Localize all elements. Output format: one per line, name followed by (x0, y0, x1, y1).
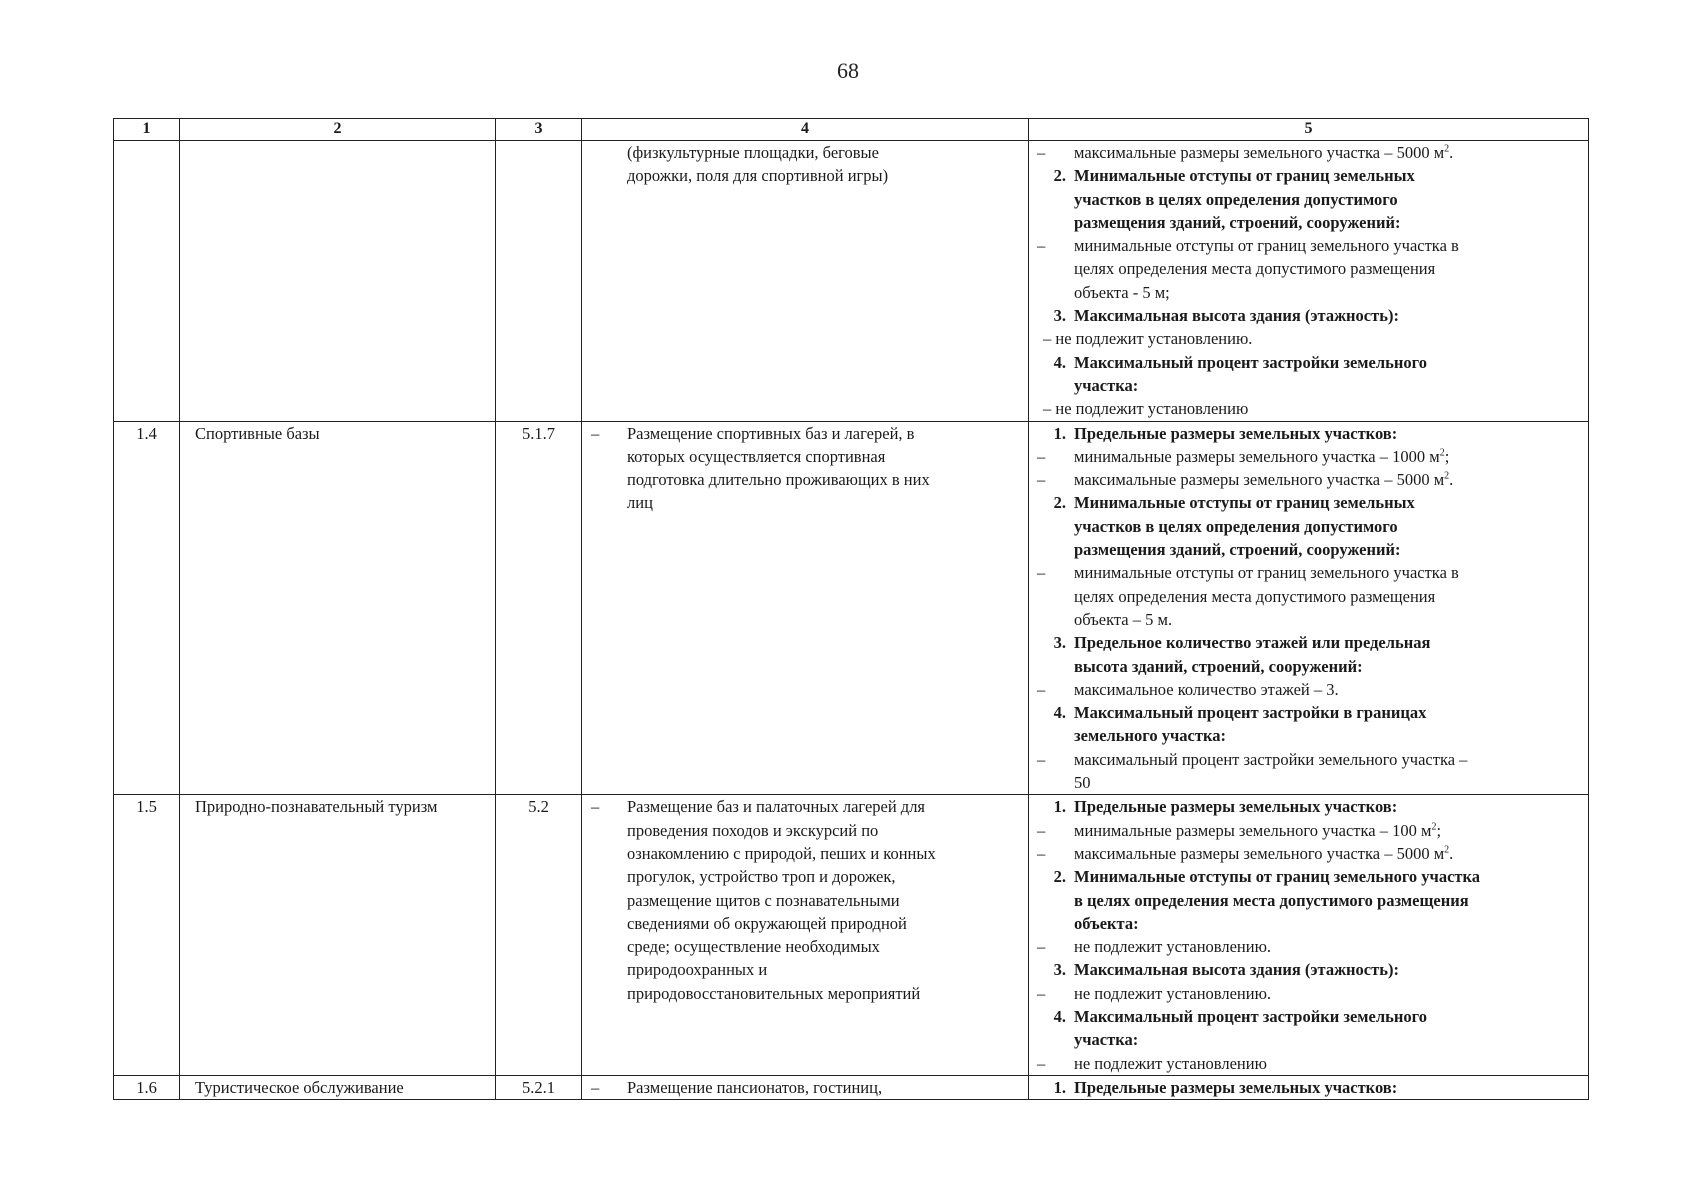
parameters-cell (1029, 141, 1589, 422)
unit-superscript: 2 (1444, 470, 1450, 482)
item-line: объекта – 5 м. (1074, 609, 1173, 629)
parameter-item (1029, 445, 1578, 468)
parameter-number: 4. (1053, 703, 1066, 723)
item-line: минимальные отступы от границ земельного участка в (1074, 236, 1459, 256)
heading-line: Максимальный процент застройки земельного (1074, 1006, 1427, 1026)
row-number: 1.6 (114, 1075, 180, 1099)
heading-line: размещения зданий, строений, сооружений: (1074, 212, 1401, 232)
heading-line: Минимальные отступы от границ земельного участка (1074, 867, 1481, 887)
description-line (582, 491, 1014, 514)
heading-line: участка: (1074, 375, 1139, 395)
parameter-heading (1029, 422, 1578, 445)
use-name: Спортивные базы (180, 421, 496, 795)
parameter-heading (1029, 1005, 1578, 1052)
parameter-note: – не подлежит установлению (1043, 399, 1249, 419)
description-text: которых осуществляется спортивная (627, 446, 886, 466)
dash-marker: – (1037, 1053, 1046, 1073)
parameter-heading-text (1074, 631, 1578, 678)
description-line (582, 865, 1014, 888)
heading-line: участков в целях определения допустимого (1074, 516, 1398, 536)
heading-line: Минимальные отступы от границ земельных (1074, 493, 1415, 513)
parameter-item-text (1074, 141, 1578, 164)
parameters-cell (1029, 1075, 1589, 1099)
parameter-heading (1029, 631, 1578, 678)
item-line: максимальное количество этажей – 3. (1074, 679, 1339, 699)
parameter-heading (1029, 1076, 1578, 1099)
header-row (114, 119, 1589, 141)
page-number: 68 (837, 58, 859, 83)
parameter-heading (1029, 701, 1578, 748)
dash-marker: – (1037, 749, 1046, 769)
description-line (582, 1076, 1014, 1099)
description-text: подготовка длительно проживающих в них (627, 470, 930, 490)
parameter-heading-text (1074, 304, 1578, 327)
dash-marker: – (1037, 820, 1046, 840)
table-row (114, 1075, 1589, 1099)
parameter-heading-text (1074, 422, 1578, 445)
item-text: минимальные размеры земельного участка – 100 м (1074, 820, 1432, 840)
item-line: целях определения места допустимого размещения (1074, 259, 1436, 279)
description-text: прогулок, устройство троп и дорожек, (627, 867, 896, 887)
item-text: максимальные размеры земельного участка – 5000 м (1074, 843, 1445, 863)
item-text: максимальные размеры земельного участка – 5000 м (1074, 470, 1445, 490)
unit-superscript: 2 (1444, 143, 1450, 155)
description-text: Размещение спортивных баз и лагерей, в (627, 423, 915, 443)
heading-line: Максимальный процент застройки земельного (1074, 352, 1427, 372)
parameter-item (1029, 935, 1578, 958)
description-text: (физкультурные площадки, беговые (627, 143, 879, 162)
heading-line: Минимальные отступы от границ земельных (1074, 166, 1415, 186)
parameter-item-text (1074, 819, 1578, 842)
parameter-item-text (1074, 234, 1578, 304)
use-code: 5.1.7 (496, 421, 582, 795)
description-line (582, 795, 1014, 818)
item-line: максимальный процент застройки земельного участка – (1074, 749, 1468, 769)
header-cell: 3 (496, 119, 582, 141)
parameters-cell (1029, 421, 1589, 795)
heading-line: высота зданий, строений, сооружений: (1074, 656, 1363, 676)
parameter-number: 3. (1053, 633, 1066, 653)
parameter-heading-text (1074, 491, 1578, 561)
heading-line: Максимальная высота здания (этажность): (1074, 960, 1399, 980)
parameter-item (1029, 141, 1578, 164)
parameters-cell (1029, 795, 1589, 1076)
parameter-heading (1029, 958, 1578, 981)
parameter-item (1029, 234, 1578, 304)
description-line (582, 819, 1014, 842)
item-tail: . (1449, 843, 1454, 863)
use-description (582, 421, 1029, 795)
dash-marker: – (1037, 679, 1046, 699)
parameter-number: 2. (1053, 493, 1066, 513)
parameter-item-text (1074, 1052, 1578, 1075)
parameter-number: 1. (1053, 797, 1066, 817)
description-text: природоохранных и (627, 960, 768, 980)
unit-superscript: 2 (1444, 844, 1450, 856)
item-line: минимальные отступы от границ земельного участка в (1074, 563, 1459, 583)
description-text: Размещение баз и палаточных лагерей для (627, 797, 926, 817)
unit-superscript: 2 (1439, 447, 1445, 459)
parameter-number: 2. (1053, 166, 1066, 186)
parameter-item-text (1074, 748, 1578, 795)
description-line (582, 912, 1014, 935)
heading-line: объекта: (1074, 913, 1139, 933)
item-tail: . (1449, 143, 1454, 162)
use-description (582, 1075, 1029, 1099)
dash-marker: – (591, 797, 600, 817)
description-line (582, 889, 1014, 912)
parameter-number: 4. (1053, 1006, 1066, 1026)
header-cell: 4 (582, 119, 1029, 141)
dash-marker: – (1037, 983, 1046, 1003)
heading-line: Предельное количество этажей или предельная (1074, 633, 1431, 653)
use-name: Туристическое обслуживание (180, 1075, 496, 1099)
description-line (582, 445, 1014, 468)
parameter-item (1029, 748, 1578, 795)
description-line (582, 982, 1014, 1005)
item-line: 50 (1074, 773, 1091, 793)
table-row (114, 141, 1589, 422)
heading-line: Предельные размеры земельных участков: (1074, 423, 1398, 443)
parameter-item (1029, 468, 1578, 491)
item-line: объекта - 5 м; (1074, 282, 1170, 302)
item-text: минимальные размеры земельного участка – 1000 м (1074, 446, 1440, 466)
description-text: проведения походов и экскурсий по (627, 820, 879, 840)
description-text: ознакомлению с природой, пеших и конных (627, 843, 936, 863)
header-cell: 5 (1029, 119, 1589, 141)
parameter-item-text (1074, 842, 1578, 865)
dash-marker: – (591, 1077, 600, 1097)
parameter-item-text (1074, 561, 1578, 631)
parameter-number: 4. (1053, 352, 1066, 372)
parameter-item-text (1074, 445, 1578, 468)
parameter-item-text (1074, 935, 1578, 958)
parameter-heading (1029, 351, 1578, 398)
heading-line: земельного участка: (1074, 726, 1226, 746)
parameter-heading (1029, 491, 1578, 561)
parameter-item (1029, 678, 1578, 701)
parameter-item (1029, 1052, 1578, 1075)
parameter-note: – не подлежит установлению. (1043, 329, 1253, 349)
parameter-heading-text (1074, 701, 1578, 748)
description-text: Размещение пансионатов, гостиниц, (627, 1077, 883, 1097)
parameter-item (1029, 819, 1578, 842)
parameter-heading-text (1074, 351, 1578, 398)
description-line (582, 935, 1014, 958)
heading-line: участков в целях определения допустимого (1074, 189, 1398, 209)
parameter-heading-text (1074, 1005, 1578, 1052)
parameter-heading-text (1074, 865, 1578, 935)
dash-marker: – (1037, 236, 1046, 256)
item-tail: ; (1436, 820, 1442, 840)
table-row (114, 421, 1589, 795)
item-tail: . (1449, 470, 1454, 490)
use-code: 5.2.1 (496, 1075, 582, 1099)
parameter-item (1029, 842, 1578, 865)
description-line (582, 958, 1014, 981)
parameter-heading (1029, 304, 1578, 327)
description-text: дорожки, поля для спортивной игры) (627, 166, 889, 186)
parameter-number: 1. (1053, 423, 1066, 443)
parameter-heading (1029, 164, 1578, 234)
parameter-heading-text (1074, 958, 1578, 981)
parameter-item-text (1074, 468, 1578, 491)
parameter-item-text (1074, 982, 1578, 1005)
use-code (496, 141, 582, 422)
dash-marker: – (1037, 143, 1046, 162)
heading-line: Максимальная высота здания (этажность): (1074, 306, 1399, 326)
heading-line: размещения зданий, строений, сооружений: (1074, 540, 1401, 560)
parameter-heading-text (1074, 164, 1578, 234)
item-line: не подлежит установлению. (1074, 983, 1272, 1003)
use-description (582, 141, 1029, 422)
dash-marker: – (591, 423, 600, 443)
table-body (114, 141, 1589, 1100)
description-line (582, 468, 1014, 491)
dash-marker: – (1037, 937, 1046, 957)
dash-marker: – (1037, 563, 1046, 583)
use-description (582, 795, 1029, 1076)
item-text: максимальные размеры земельного участка – 5000 м (1074, 143, 1445, 162)
description-text: природовосстановительных мероприятий (627, 983, 921, 1003)
use-name (180, 141, 496, 422)
parameter-heading (1029, 795, 1578, 818)
parameter-item (1029, 561, 1578, 631)
parameter-number: 3. (1053, 306, 1066, 326)
item-tail: ; (1444, 446, 1450, 466)
row-number: 1.5 (114, 795, 180, 1076)
parameter-number: 3. (1053, 960, 1066, 980)
description-text: сведениями об окружающей природной (627, 913, 907, 933)
description-text: среде; осуществление необходимых (627, 937, 880, 957)
heading-line: в целях определения места допустимого размещения (1074, 890, 1469, 910)
parameter-heading-text (1074, 1076, 1578, 1099)
parameter-heading-text (1074, 795, 1578, 818)
header-cell: 1 (114, 119, 180, 141)
heading-line: Предельные размеры земельных участков: (1074, 1077, 1398, 1097)
parameter-number: 1. (1053, 1077, 1066, 1097)
item-line: не подлежит установлению (1074, 1053, 1267, 1073)
heading-line: Предельные размеры земельных участков: (1074, 797, 1398, 817)
description-line (582, 842, 1014, 865)
heading-line: Максимальный процент застройки в границах (1074, 703, 1427, 723)
parameter-number: 2. (1053, 867, 1066, 887)
use-code: 5.2 (496, 795, 582, 1076)
dash-marker: – (1037, 843, 1046, 863)
description-line (582, 422, 1014, 445)
heading-line: участка: (1074, 1030, 1139, 1050)
row-number (114, 141, 180, 422)
unit-superscript: 2 (1431, 821, 1437, 833)
dash-marker: – (1037, 470, 1046, 490)
dash-marker: – (1037, 446, 1046, 466)
table-row (114, 795, 1589, 1076)
parameter-item (1029, 982, 1578, 1005)
description-text: размещение щитов с познавательными (627, 890, 900, 910)
use-name: Природно-познавательный туризм (180, 795, 496, 1076)
description-text: лиц (627, 493, 653, 513)
header-cell: 2 (180, 119, 496, 141)
item-line: не подлежит установлению. (1074, 937, 1272, 957)
parameter-item-text (1074, 678, 1578, 701)
parameter-heading (1029, 865, 1578, 935)
item-line: целях определения места допустимого размещения (1074, 586, 1436, 606)
zoning-table (113, 118, 1589, 1100)
row-number: 1.4 (114, 421, 180, 795)
